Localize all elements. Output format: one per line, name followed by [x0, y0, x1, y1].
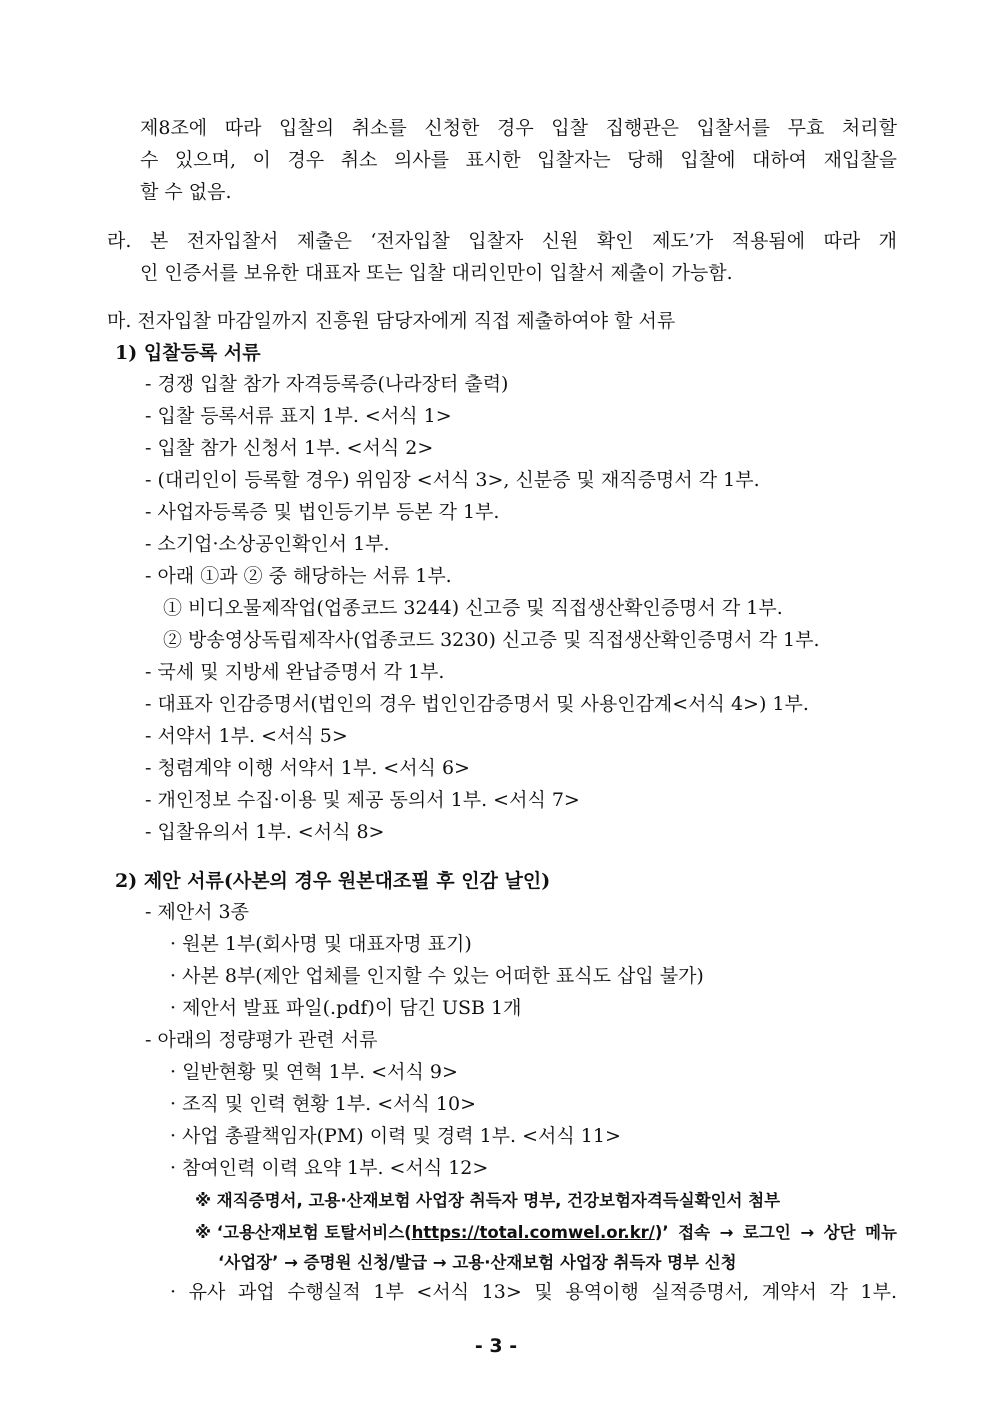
- list-item: - 서약서 1부. <서식 5>: [145, 725, 348, 747]
- section2-title: 2) 제안 서류(사본의 경우 원본대조필 후 인감 날인): [115, 870, 551, 892]
- list-item: - 제안서 3종: [145, 901, 250, 923]
- page-number: - 3 -: [474, 1335, 518, 1357]
- bullet-item: · 사본 8부(제안 업체를 인지할 수 있는 어떠한 표식도 삽입 불가): [170, 965, 704, 987]
- sub-list-item: ① 비디오물제작업(업종코드 3244) 신고증 및 직접생산확인증명서 각 1부.: [163, 597, 783, 619]
- paragraph-line: 수 있으며, 이 경우 취소 의사를 표시한 입찰자는 당해 입찰에 대하여 재입찰을: [140, 149, 897, 171]
- comwel-link[interactable]: https://total.comwel.or.kr/: [411, 1223, 655, 1242]
- list-item: - 입찰유의서 1부. <서식 8>: [145, 821, 385, 843]
- bullet-item: · 일반현황 및 연혁 1부. <서식 9>: [170, 1061, 458, 1083]
- section1-title: 1) 입찰등록 서류: [115, 342, 261, 364]
- item-ra-line: 인 인증서를 보유한 대표자 또는 입찰 대리인만이 입찰서 제출이 가능함.: [140, 262, 733, 284]
- note-prefix: ※ ‘고용산재보험 토탈서비스(: [195, 1223, 412, 1242]
- bullet-item: · 사업 총괄책임자(PM) 이력 및 경력 1부. <서식 11>: [170, 1125, 621, 1147]
- note-line: ‘사업장’ → 증명원 신청/발급 → 고용·산재보험 사업장 취득자 명부 신청: [218, 1253, 737, 1272]
- sub-list-item: ② 방송영상독립제작사(업종코드 3230) 신고증 및 직접생산확인증명서 각 1부.: [163, 629, 820, 651]
- list-item: - 입찰 참가 신청서 1부. <서식 2>: [145, 437, 434, 459]
- list-item: - 아래의 정량평가 관련 서류: [145, 1029, 378, 1051]
- note-line: ※ 재직증명서, 고용·산재보험 사업장 취득자 명부, 건강보험자격득실확인서 첨부: [195, 1191, 781, 1210]
- paragraph-line: 할 수 없음.: [140, 181, 232, 203]
- list-item: - 사업자등록증 및 법인등기부 등본 각 1부.: [145, 501, 500, 523]
- bullet-item: · 유사 과업 수행실적 1부 <서식 13> 및 용역이행 실적증명서, 계약서 각 1부.: [170, 1281, 897, 1303]
- item-ma-heading: 마. 전자입찰 마감일까지 진흥원 담당자에게 직접 제출하여야 할 서류: [107, 310, 676, 332]
- list-item: - 개인정보 수집·이용 및 제공 동의서 1부. <서식 7>: [145, 789, 580, 811]
- bullet-item: · 원본 1부(회사명 및 대표자명 표기): [170, 933, 472, 955]
- bullet-item: · 제안서 발표 파일(.pdf)이 담긴 USB 1개: [170, 997, 522, 1019]
- list-item: - 아래 ①과 ② 중 해당하는 서류 1부.: [145, 565, 452, 587]
- list-item: - 청렴계약 이행 서약서 1부. <서식 6>: [145, 757, 470, 779]
- list-item: - 경쟁 입찰 참가 자격등록증(나라장터 출력): [145, 373, 509, 395]
- item-ra-line: 라. 본 전자입찰서 제출은 ‘전자입찰 입찰자 신원 확인 제도’가 적용됨에 따라 개: [107, 230, 897, 252]
- list-item: - (대리인이 등록할 경우) 위임장 <서식 3>, 신분증 및 재직증명서 각 1부.: [145, 469, 760, 491]
- note-line-with-link: [195, 1221, 897, 1245]
- list-item: - 입찰 등록서류 표지 1부. <서식 1>: [145, 405, 452, 427]
- note-suffix: )’ 접속 → 로그인 → 상단 메뉴: [654, 1223, 897, 1242]
- list-item: - 소기업·소상공인확인서 1부.: [145, 533, 390, 555]
- paragraph-line: 제8조에 따라 입찰의 취소를 신청한 경우 입찰 집행관은 입찰서를 무효 처리할: [140, 117, 897, 139]
- list-item: - 대표자 인감증명서(법인의 경우 법인인감증명서 및 사용인감계<서식 4>) 1부.: [145, 693, 809, 715]
- bullet-item: · 참여인력 이력 요약 1부. <서식 12>: [170, 1157, 489, 1179]
- bullet-item: · 조직 및 인력 현황 1부. <서식 10>: [170, 1093, 477, 1115]
- list-item: - 국세 및 지방세 완납증명서 각 1부.: [145, 661, 445, 683]
